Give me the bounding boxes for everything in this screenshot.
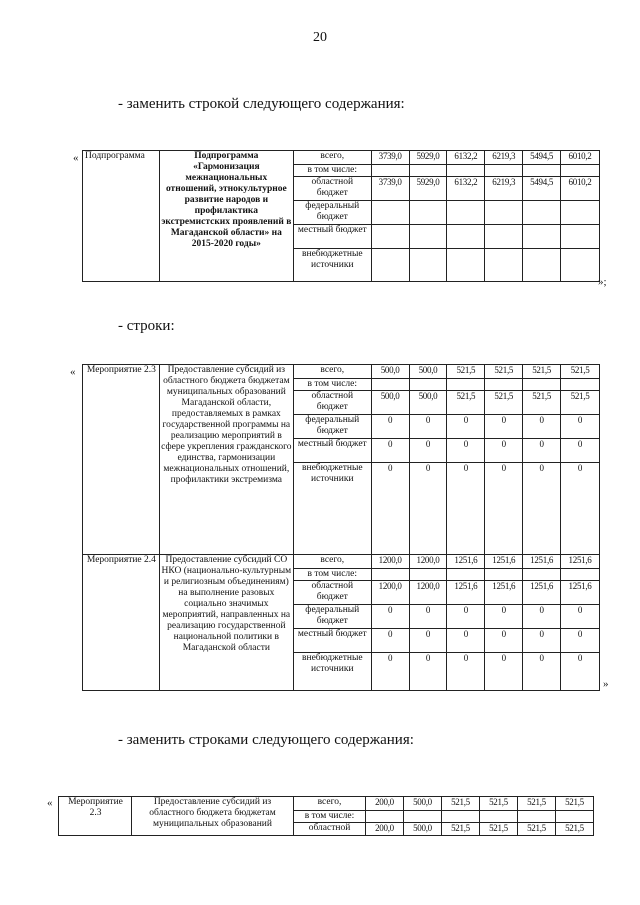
funding-source: областной бюджет bbox=[293, 581, 371, 605]
year-value: 0 bbox=[409, 653, 447, 691]
year-value: 0 bbox=[485, 653, 523, 691]
year-value: 0 bbox=[409, 463, 447, 555]
table-activity-new bbox=[58, 796, 594, 836]
year-value: 5929,0 bbox=[409, 177, 447, 201]
year-value: 521,5 bbox=[523, 391, 561, 415]
year-value bbox=[366, 811, 404, 823]
table-subprogram bbox=[82, 150, 600, 282]
year-value: 0 bbox=[561, 463, 600, 555]
year-value bbox=[518, 811, 556, 823]
year-value: 0 bbox=[561, 415, 600, 439]
year-value bbox=[485, 569, 523, 581]
year-value: 0 bbox=[523, 653, 561, 691]
year-value bbox=[485, 249, 523, 282]
year-value bbox=[447, 569, 485, 581]
year-value: 521,5 bbox=[442, 823, 480, 836]
year-value: 0 bbox=[485, 439, 523, 463]
year-value: 521,5 bbox=[518, 797, 556, 811]
year-value: 1200,0 bbox=[371, 555, 409, 569]
year-value bbox=[561, 225, 600, 249]
year-value bbox=[371, 225, 409, 249]
year-value: 0 bbox=[409, 415, 447, 439]
funding-source: всего, bbox=[293, 365, 371, 379]
table-row bbox=[59, 797, 594, 811]
year-value bbox=[523, 165, 561, 177]
year-value: 6132,2 bbox=[447, 151, 485, 165]
year-value: 5494,5 bbox=[523, 177, 561, 201]
page-number: 20 bbox=[313, 30, 327, 45]
year-value: 6132,2 bbox=[447, 177, 485, 201]
funding-source: федеральный бюджет bbox=[293, 415, 371, 439]
year-value bbox=[371, 569, 409, 581]
year-value bbox=[409, 379, 447, 391]
year-value: 0 bbox=[409, 439, 447, 463]
heading-rows: - строки: bbox=[118, 318, 175, 334]
funding-source: всего, bbox=[294, 797, 366, 811]
year-value: 0 bbox=[561, 629, 600, 653]
year-value bbox=[409, 225, 447, 249]
quote-close-2: » bbox=[603, 678, 609, 690]
year-value: 521,5 bbox=[447, 365, 485, 379]
year-value bbox=[561, 201, 600, 225]
year-value: 0 bbox=[371, 653, 409, 691]
year-value bbox=[404, 811, 442, 823]
year-value: 521,5 bbox=[561, 365, 600, 379]
quote-open-2: « bbox=[70, 366, 76, 378]
year-value: 0 bbox=[409, 605, 447, 629]
year-value: 500,0 bbox=[409, 391, 447, 415]
funding-source: всего, bbox=[293, 151, 371, 165]
year-value: 521,5 bbox=[442, 797, 480, 811]
year-value: 0 bbox=[561, 439, 600, 463]
year-value: 521,5 bbox=[485, 365, 523, 379]
year-value: 0 bbox=[447, 415, 485, 439]
funding-source: всего, bbox=[293, 555, 371, 569]
year-value: 0 bbox=[371, 605, 409, 629]
year-value: 3739,0 bbox=[371, 177, 409, 201]
year-value bbox=[561, 249, 600, 282]
year-value: 1251,6 bbox=[523, 581, 561, 605]
year-value: 0 bbox=[523, 439, 561, 463]
year-value bbox=[485, 379, 523, 391]
row-name: Подпрограмма bbox=[83, 151, 160, 282]
year-value bbox=[556, 811, 594, 823]
funding-source: местный бюджет bbox=[293, 439, 371, 463]
year-value: 0 bbox=[447, 439, 485, 463]
funding-source: в том числе: bbox=[293, 165, 371, 177]
year-value: 3739,0 bbox=[371, 151, 409, 165]
year-value: 200,0 bbox=[366, 823, 404, 836]
year-value bbox=[485, 225, 523, 249]
table-activities bbox=[82, 364, 600, 691]
table-row bbox=[83, 151, 600, 165]
year-value bbox=[409, 569, 447, 581]
year-value: 0 bbox=[485, 605, 523, 629]
year-value: 1200,0 bbox=[409, 555, 447, 569]
year-value bbox=[447, 379, 485, 391]
year-value bbox=[371, 201, 409, 225]
year-value bbox=[523, 249, 561, 282]
year-value: 0 bbox=[485, 415, 523, 439]
year-value: 0 bbox=[447, 653, 485, 691]
year-value bbox=[409, 249, 447, 282]
year-value: 500,0 bbox=[404, 797, 442, 811]
year-value bbox=[523, 569, 561, 581]
row-description: Предоставление субсидий из областного бюджета бюджетам муниципальных образований Магаданской области, предоставляемых в рамках государственной программы на реализацию мероприятий в сфере укрепления гражданского единства, гармонизации межнациональных отношений, профилактики экстремизма bbox=[159, 365, 293, 555]
year-value bbox=[447, 249, 485, 282]
heading-replace-rows: - заменить строками следующего содержания: bbox=[118, 732, 414, 748]
year-value: 6010,2 bbox=[561, 177, 600, 201]
year-value: 500,0 bbox=[371, 365, 409, 379]
year-value: 0 bbox=[371, 629, 409, 653]
year-value: 0 bbox=[523, 605, 561, 629]
year-value: 0 bbox=[447, 605, 485, 629]
quote-open-1: « bbox=[73, 152, 79, 164]
funding-source: внебюджетные источники bbox=[293, 249, 371, 282]
row-description: Подпрограмма «Гармонизация межнациональных отношений, этнокультурное развитие народов и профилактика экстремистских проявлений в Магаданской области» на 2015-2020 годы» bbox=[159, 151, 293, 282]
year-value: 6219,3 bbox=[485, 177, 523, 201]
row-name: Мероприятие 2.4 bbox=[83, 555, 160, 691]
year-value: 0 bbox=[409, 629, 447, 653]
year-value bbox=[523, 379, 561, 391]
year-value: 1251,6 bbox=[523, 555, 561, 569]
heading-replace-row: - заменить строкой следующего содержания: bbox=[118, 96, 405, 112]
year-value: 5494,5 bbox=[523, 151, 561, 165]
year-value: 0 bbox=[561, 605, 600, 629]
year-value: 6010,2 bbox=[561, 151, 600, 165]
row-name: Мероприятие 2.3 bbox=[83, 365, 160, 555]
year-value bbox=[371, 379, 409, 391]
year-value bbox=[561, 379, 600, 391]
year-value: 521,5 bbox=[561, 391, 600, 415]
year-value: 500,0 bbox=[371, 391, 409, 415]
year-value bbox=[561, 165, 600, 177]
year-value: 521,5 bbox=[480, 797, 518, 811]
funding-source: внебюджетные источники bbox=[293, 463, 371, 555]
funding-source: в том числе: bbox=[293, 569, 371, 581]
year-value: 500,0 bbox=[404, 823, 442, 836]
year-value: 521,5 bbox=[523, 365, 561, 379]
year-value bbox=[485, 165, 523, 177]
year-value: 521,5 bbox=[556, 797, 594, 811]
year-value: 0 bbox=[485, 629, 523, 653]
year-value: 0 bbox=[485, 463, 523, 555]
year-value: 1251,6 bbox=[447, 581, 485, 605]
year-value: 0 bbox=[523, 415, 561, 439]
year-value bbox=[447, 225, 485, 249]
year-value: 0 bbox=[523, 629, 561, 653]
year-value bbox=[561, 569, 600, 581]
year-value: 0 bbox=[371, 463, 409, 555]
quote-open-3: « bbox=[47, 797, 53, 809]
funding-source: местный бюджет bbox=[293, 225, 371, 249]
year-value: 521,5 bbox=[556, 823, 594, 836]
quote-close-1: »; bbox=[598, 276, 607, 288]
year-value: 1200,0 bbox=[371, 581, 409, 605]
year-value: 0 bbox=[447, 629, 485, 653]
year-value: 5929,0 bbox=[409, 151, 447, 165]
year-value: 0 bbox=[371, 439, 409, 463]
year-value bbox=[371, 165, 409, 177]
year-value bbox=[523, 201, 561, 225]
year-value: 1251,6 bbox=[561, 555, 600, 569]
year-value: 0 bbox=[523, 463, 561, 555]
table-row bbox=[83, 555, 600, 569]
year-value bbox=[485, 201, 523, 225]
funding-source: областной бюджет bbox=[293, 177, 371, 201]
year-value: 521,5 bbox=[447, 391, 485, 415]
funding-source: федеральный бюджет bbox=[293, 605, 371, 629]
funding-source: областной bbox=[294, 823, 366, 836]
year-value: 6219,3 bbox=[485, 151, 523, 165]
year-value: 200,0 bbox=[366, 797, 404, 811]
year-value bbox=[442, 811, 480, 823]
row-name: Мероприятие 2.3 bbox=[59, 797, 132, 836]
year-value: 1200,0 bbox=[409, 581, 447, 605]
funding-source: федеральный бюджет bbox=[293, 201, 371, 225]
year-value: 521,5 bbox=[485, 391, 523, 415]
funding-source: областной бюджет bbox=[293, 391, 371, 415]
year-value bbox=[523, 225, 561, 249]
year-value: 1251,6 bbox=[447, 555, 485, 569]
funding-source: местный бюджет bbox=[293, 629, 371, 653]
year-value: 500,0 bbox=[409, 365, 447, 379]
year-value bbox=[447, 165, 485, 177]
year-value: 521,5 bbox=[518, 823, 556, 836]
funding-source: в том числе: bbox=[294, 811, 366, 823]
year-value bbox=[447, 201, 485, 225]
year-value: 0 bbox=[561, 653, 600, 691]
year-value: 0 bbox=[371, 415, 409, 439]
year-value bbox=[371, 249, 409, 282]
funding-source: в том числе: bbox=[293, 379, 371, 391]
year-value: 0 bbox=[447, 463, 485, 555]
year-value bbox=[480, 811, 518, 823]
year-value: 521,5 bbox=[480, 823, 518, 836]
funding-source: внебюджетные источники bbox=[293, 653, 371, 691]
row-description: Предоставление субсидий СО НКО (национально-культурным и религиозным объединениям) на выполнение разовых социально значимых мероприятий, направленных на реализацию государственной национальной политики в Магаданской области bbox=[159, 555, 293, 691]
table-row bbox=[83, 365, 600, 379]
year-value bbox=[409, 165, 447, 177]
row-description: Предоставление субсидий из областного бюджета бюджетам муниципальных образований bbox=[132, 797, 294, 836]
year-value: 1251,6 bbox=[561, 581, 600, 605]
year-value bbox=[409, 201, 447, 225]
year-value: 1251,6 bbox=[485, 581, 523, 605]
year-value: 1251,6 bbox=[485, 555, 523, 569]
